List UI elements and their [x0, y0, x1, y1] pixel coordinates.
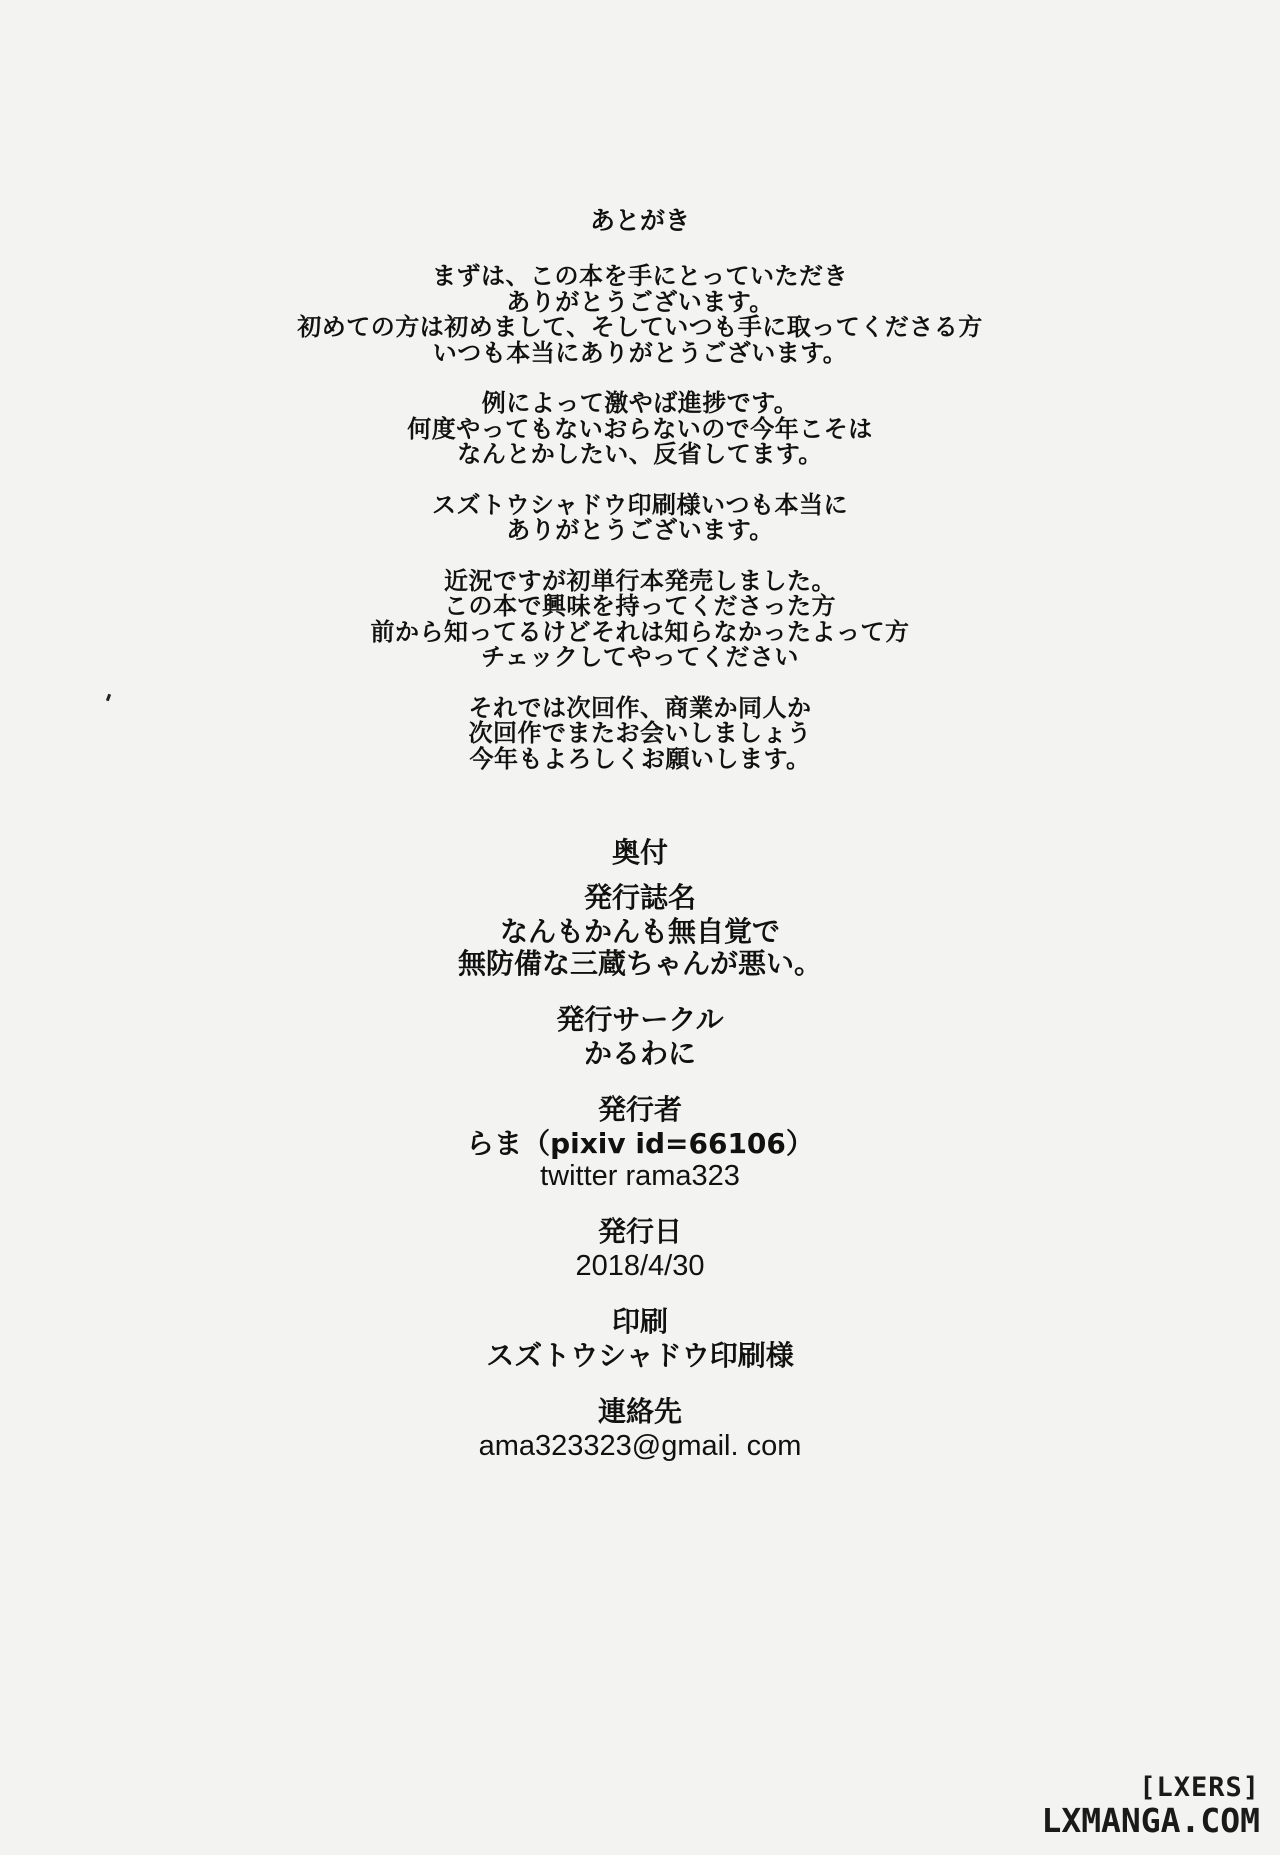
colophon-heading: 発行者	[597, 1093, 682, 1126]
afterword-line: まずは、この本を手にとっていただき	[431, 262, 849, 290]
colophon-value: 無防備な三蔵ちゃんが悪い。	[457, 947, 822, 980]
colophon-value: なんもかんも無自覚で	[499, 915, 780, 948]
colophon-heading: 発行サークル	[556, 1003, 724, 1036]
afterword	[240, 206, 1040, 797]
watermark-line: [LXERS]	[1139, 1772, 1260, 1803]
afterword-paragraph	[240, 693, 1040, 773]
watermark	[1041, 1773, 1260, 1839]
afterword-line: ありがとうございます。	[506, 516, 774, 544]
afterword-line: なんとかしたい、反省してます。	[457, 440, 823, 468]
colophon-section-publisher	[340, 1094, 940, 1192]
colophon-heading: 連絡先	[597, 1395, 682, 1428]
colophon-value: ama323323@gmail. com	[478, 1430, 802, 1462]
afterword-paragraph	[240, 490, 1040, 544]
afterword-line: 今年もよろしくお願いします。	[469, 744, 811, 773]
colophon-heading: 発行誌名	[583, 881, 696, 914]
afterword-line: 何度やってもないおらないので今年こそは	[407, 414, 873, 443]
colophon-section-printer	[340, 1306, 940, 1372]
colophon-section-contact	[340, 1396, 940, 1462]
colophon-value: 2018/4/30	[575, 1250, 705, 1282]
colophon-value: らま（pixiv id=66106）	[466, 1127, 814, 1160]
colophon-title: 奥付	[611, 836, 668, 869]
colophon-value: スズトウシャドウ印刷様	[486, 1339, 794, 1372]
afterword-paragraph	[240, 566, 1040, 671]
colophon-heading: 印刷	[611, 1305, 668, 1338]
afterword-line: ありがとうございます。	[506, 287, 774, 316]
afterword-line: この本で興味を持ってくださった方	[444, 592, 836, 620]
colophon-value: かるわに	[583, 1037, 696, 1070]
print-speck	[106, 694, 111, 702]
afterword-line: いつも本当にありがとうございます。	[432, 338, 848, 367]
afterword-line: 次回作でまたお会いしましょう	[468, 719, 812, 747]
afterword-line: チェックしてやってください	[481, 643, 799, 671]
afterword-paragraph	[240, 391, 1040, 468]
colophon-section-circle	[340, 1004, 940, 1070]
afterword-line: 初めての方は初めまして、そしていつも手に取ってくださる方	[297, 313, 983, 341]
colophon-value: twitter rama323	[540, 1160, 740, 1192]
afterword-line: 前から知ってるけどそれは知らなかったよって方	[370, 617, 910, 646]
afterword-line: 例によって激やば進捗です。	[481, 389, 799, 417]
colophon	[340, 836, 940, 1486]
watermark-line: LXMANGA.COM	[1041, 1801, 1260, 1840]
afterword-line: スズトウシャドウ印刷様いつも本当に	[431, 490, 849, 519]
afterword-line: それでは次回作、商業か同人か	[468, 693, 812, 722]
afterword-line: 近況ですが初単行本発売しました。	[444, 566, 836, 595]
colophon-section-date	[340, 1216, 940, 1282]
colophon-section-title	[340, 882, 940, 980]
colophon-heading: 発行日	[597, 1215, 682, 1248]
afterword-title: あとがき	[589, 206, 690, 235]
afterword-paragraph	[240, 264, 1040, 366]
